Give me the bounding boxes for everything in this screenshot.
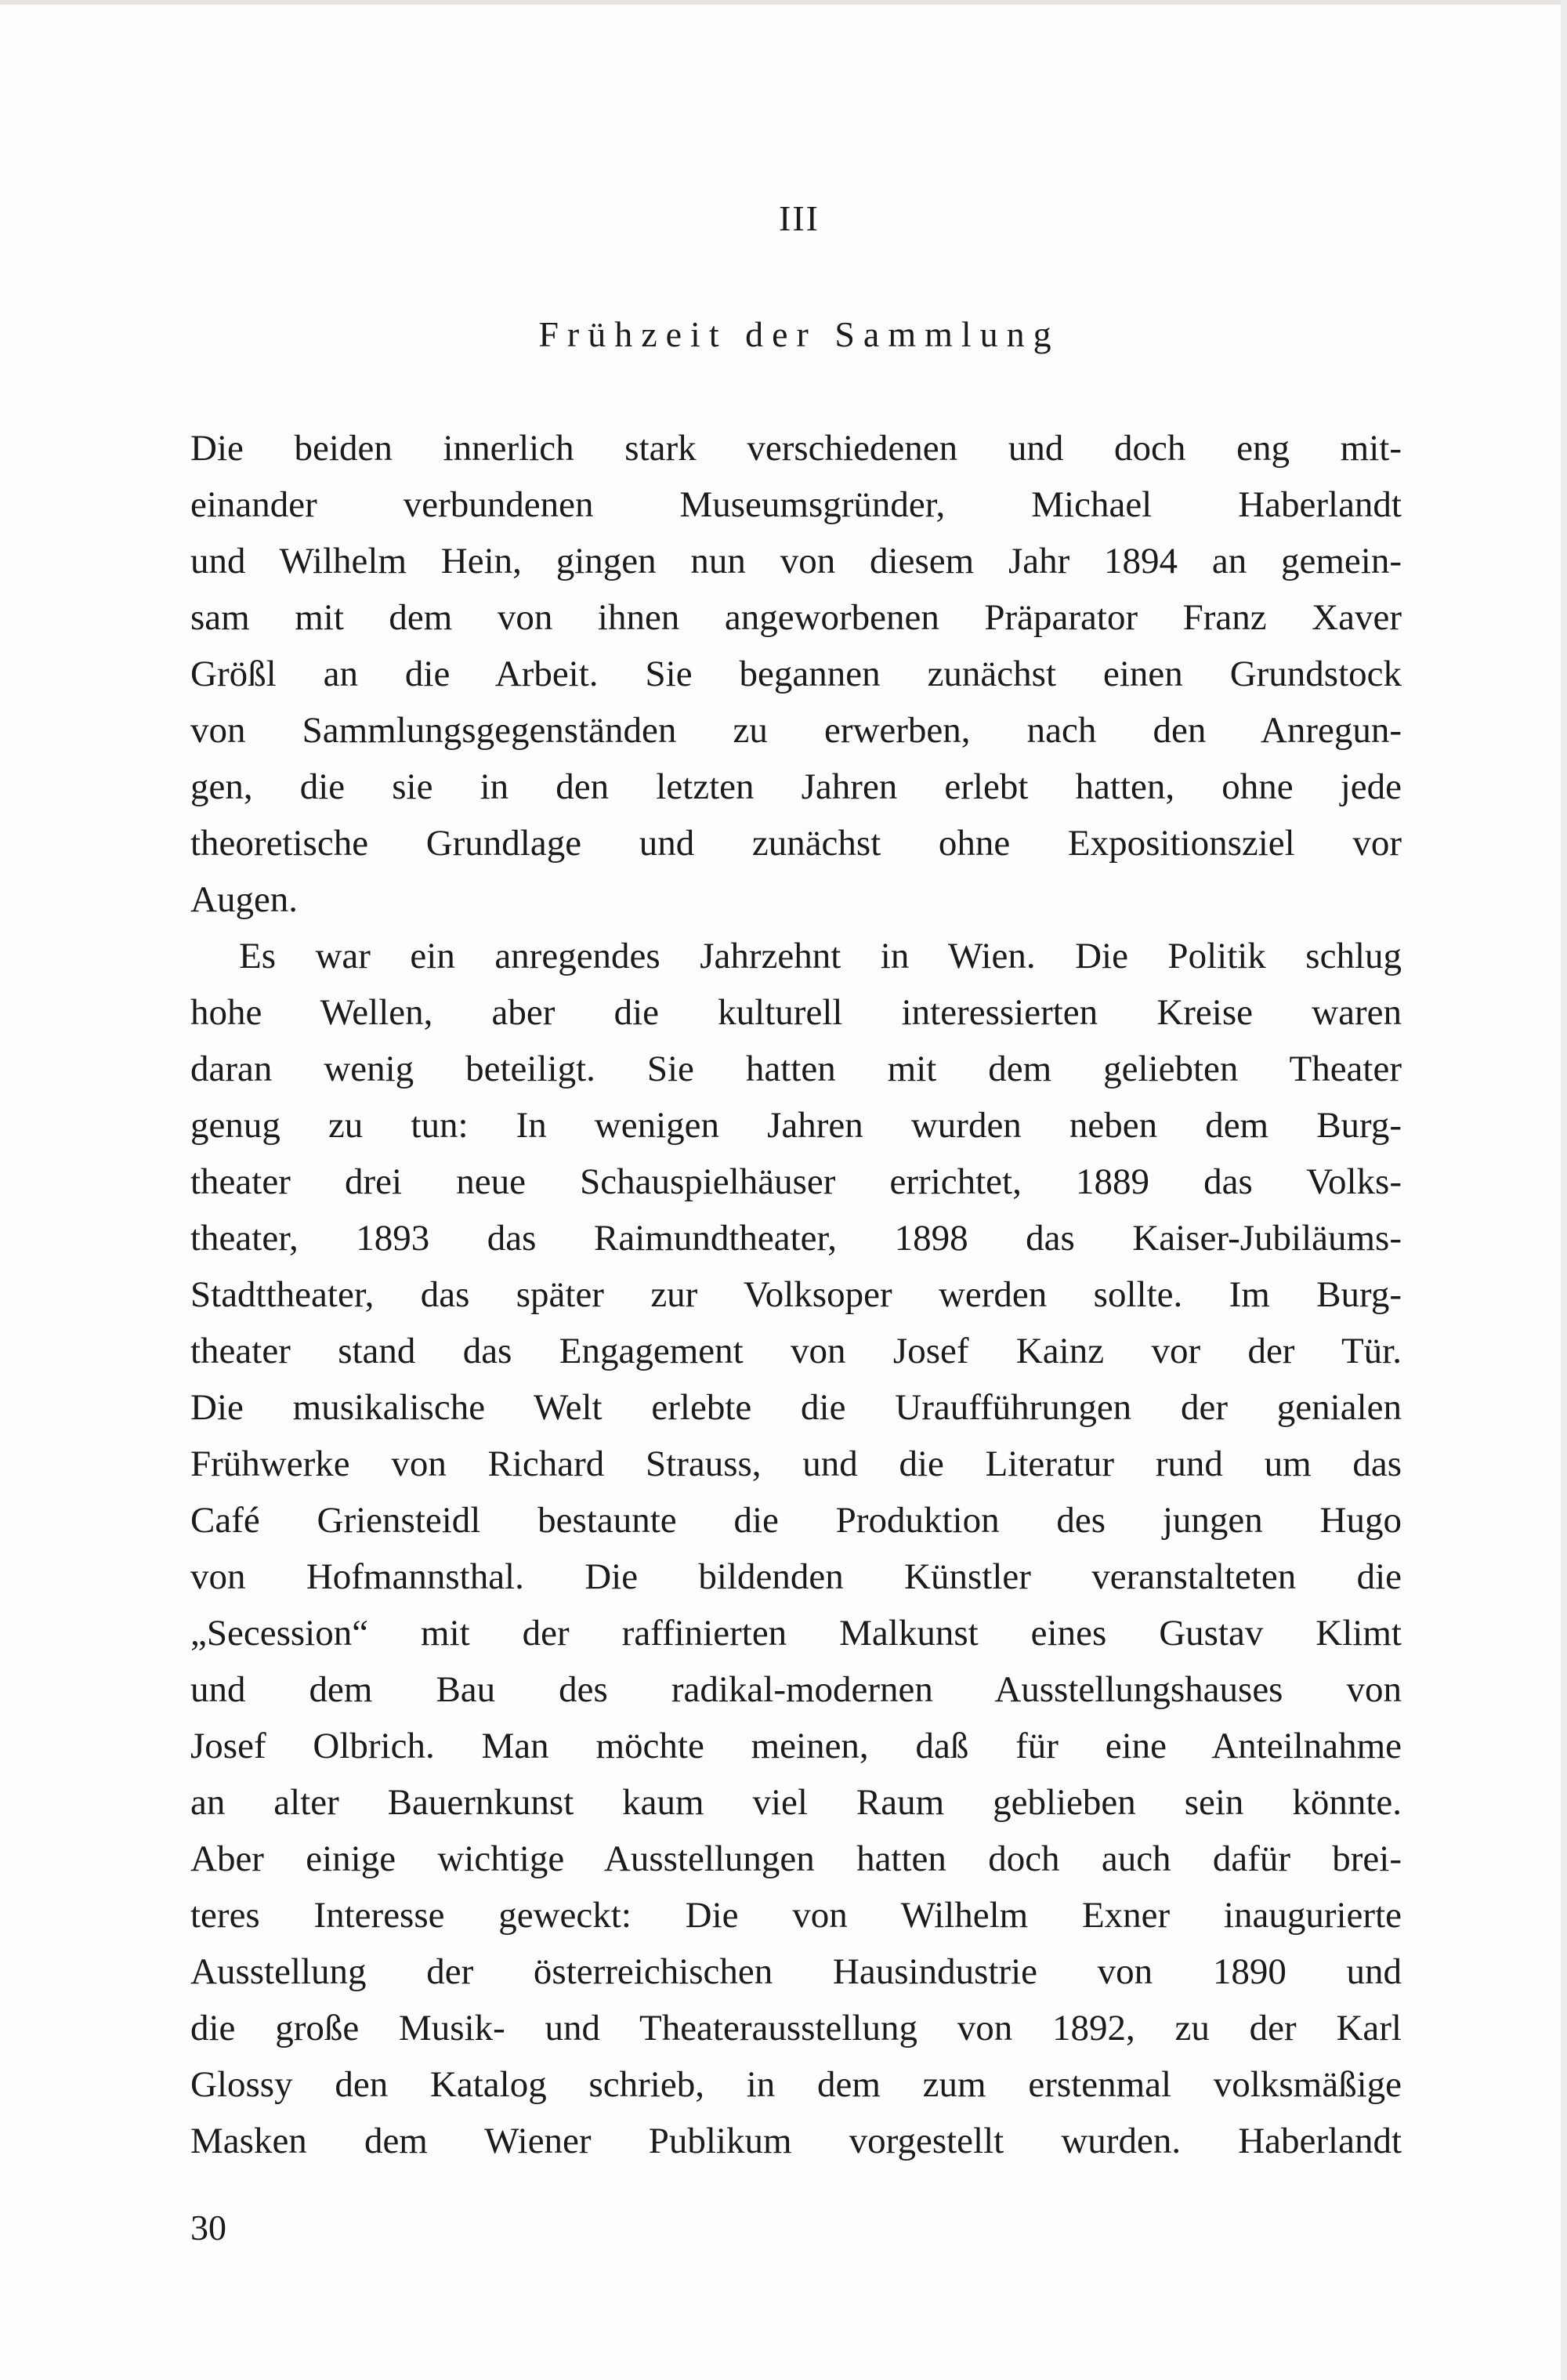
text-line: Glossy den Katalog schrieb, in dem zum erstenmal volksmäßige [190,2064,1402,2105]
text-line: sam mit dem von ihnen angeworbenen Präparator Franz Xaver [190,597,1402,638]
text-line: Die musikalische Welt erlebte die Uraufführungen der genialen [190,1387,1402,1428]
text-line: gen, die sie in den letzten Jahren erlebt hatten, ohne jede [190,766,1402,807]
text-line: Frühwerke von Richard Strauss, und die Literatur rund um das [190,1444,1402,1484]
text-line: theoretische Grundlage und zunächst ohne Expositionsziel vor [190,823,1402,864]
text-line: Josef Olbrich. Man möchte meinen, daß für eine Anteilnahme [190,1726,1402,1766]
text-line: „Secession“ mit der raffinierten Malkunst eines Gustav Klimt [190,1613,1402,1654]
text-line: Augen. [190,879,299,920]
text-line: die große Musik- und Theaterausstellung von 1892, zu der Karl [190,2008,1402,2049]
chapter-title: Frühzeit der Sammlung [538,314,1060,354]
text-line: Die beiden innerlich stark verschiedenen und doch eng mit- [190,428,1402,469]
text-line: theater stand das Engagement von Josef Kainz vor der Tür. [190,1331,1402,1371]
page-edge-right [1561,0,1567,2380]
text-line: hohe Wellen, aber die kulturell interessierten Kreise waren [190,992,1402,1033]
page-number: 30 [190,2208,226,2248]
text-line: theater, 1893 das Raimundtheater, 1898 das Kaiser-Jubiläums- [190,1218,1402,1259]
text-line: Stadttheater, das später zur Volksoper werden sollte. Im Burg- [190,1274,1402,1315]
text-line: Masken dem Wiener Publikum vorgestellt wurden. Haberlandt [190,2121,1402,2161]
text-line: und Wilhelm Hein, gingen nun von diesem Jahr 1894 an gemein- [190,541,1402,581]
text-line: von Sammlungsgegenständen zu erwerben, nach den Anregun- [190,710,1402,751]
text-line: an alter Bauernkunst kaum viel Raum geblieben sein könnte. [190,1782,1402,1823]
text-line: Café Griensteidl bestaunte die Produktion des jungen Hugo [190,1500,1402,1541]
text-line: Größl an die Arbeit. Sie begannen zunächst einen Grundstock [190,654,1402,694]
text-line: theater drei neue Schauspielhäuser errichtet, 1889 das Volks- [190,1161,1402,1202]
body-text [190,420,1402,2169]
text-line: einander verbundenen Museumsgründer, Michael Haberlandt [190,484,1402,525]
text-line: Aber einige wichtige Ausstellungen hatten doch auch dafür brei- [190,1838,1402,1879]
text-line: Ausstellung der österreichischen Hausindustrie von 1890 und [190,1951,1402,1992]
text-line: von Hofmannsthal. Die bildenden Künstler veranstalteten die [190,1556,1402,1597]
page-edge-top [0,0,1567,5]
text-line: teres Interesse geweckt: Die von Wilhelm Exner inaugurierte [190,1895,1402,1936]
chapter-number: III [779,198,820,238]
text-line: Es war ein anregendes Jahrzehnt in Wien. Die Politik schlug [239,936,1402,976]
text-line: und dem Bau des radikal-modernen Ausstellungshauses von [190,1669,1402,1710]
text-line: daran wenig beteiligt. Sie hatten mit dem geliebten Theater [190,1049,1402,1089]
text-line: genug zu tun: In wenigen Jahren wurden neben dem Burg- [190,1105,1402,1146]
